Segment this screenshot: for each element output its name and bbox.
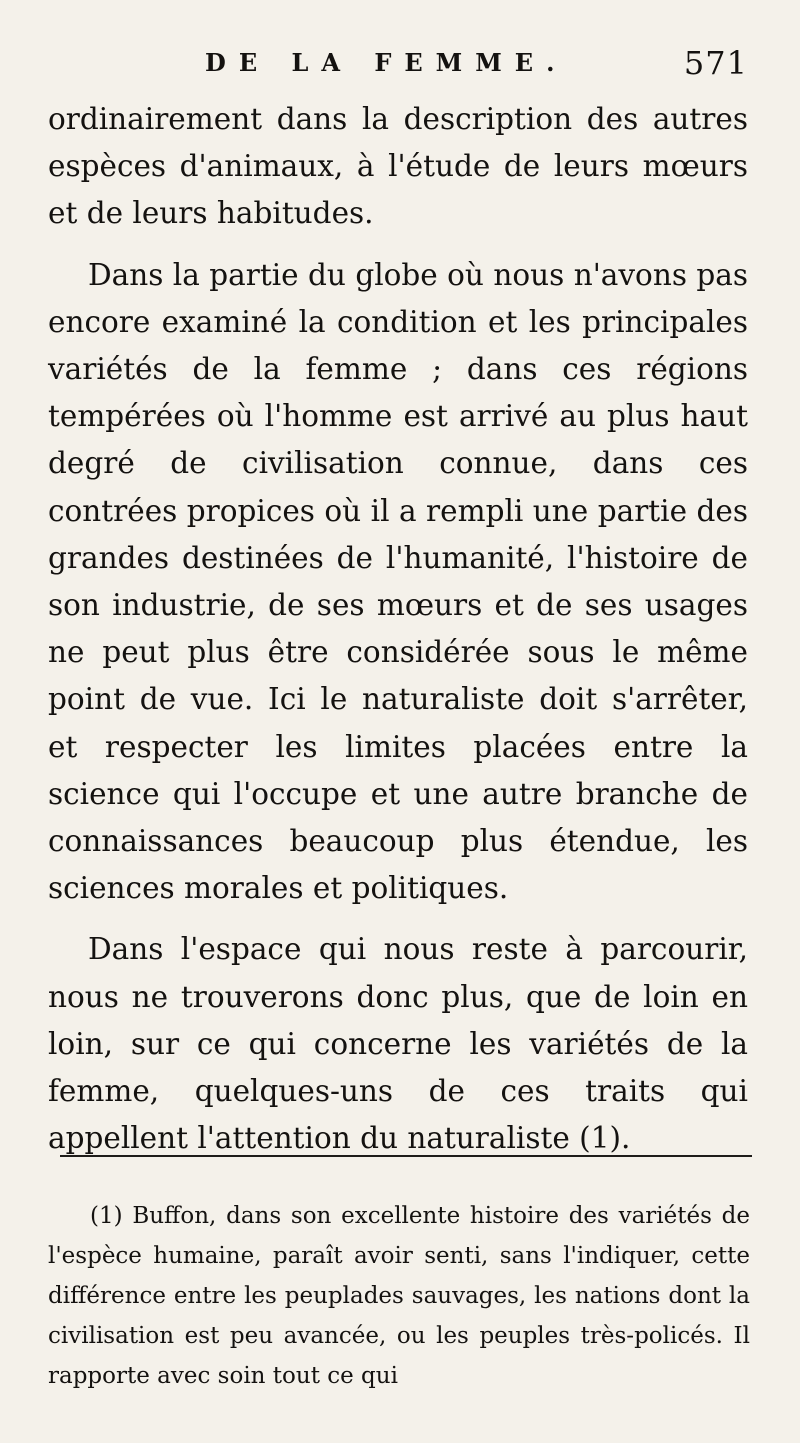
- paragraph-2: Dans la partie du globe où nous n'avons pas encore examiné la condition et les principales variétés de la femme ; dans ces régions tempérées où l'homme est arrivé au plus haut degré de civilisation connue, dans ces contrées propices où il a rempli une partie des grandes destinées de l'humanité, l'histoire de son industrie, de ses mœurs et de ses usages ne peut plus être considérée sous le même point de vue. Ici le naturaliste doit s'arrêter, et respecter les limites placées entre la science qui l'occupe et une autre branche de connaissances beaucoup plus étendue, les sciences morales et politiques.: [48, 257, 748, 906]
- footnote: [48, 1196, 750, 1396]
- running-title: DE LA FEMME.: [205, 48, 568, 77]
- footnote-rule: [60, 1155, 752, 1157]
- paragraph-1: ordinairement dans la description des autres espèces d'animaux, à l'étude de leurs mœurs et de leurs habitudes.: [48, 102, 748, 231]
- footnote-text: (1) Buffon, dans son excellente histoire des variétés de l'espèce humaine, paraît avoir senti, sans l'indiquer, cette différence entre les peuplades sauvages, les nations dont la civilisation est peu avancée, ou les peuples très-policés. Il rapporte avec soin tout ce qui: [48, 1203, 750, 1389]
- paragraph-3: Dans l'espace qui nous reste à parcourir, nous ne trouverons donc plus, que de loin en loin, sur ce qui concerne les variétés de la femme, quelques-uns de ces traits qui appellent l'attention du naturaliste (1).: [48, 932, 748, 1156]
- running-head: [0, 44, 800, 84]
- page-number: 571: [683, 44, 748, 82]
- body-text: [48, 96, 748, 1162]
